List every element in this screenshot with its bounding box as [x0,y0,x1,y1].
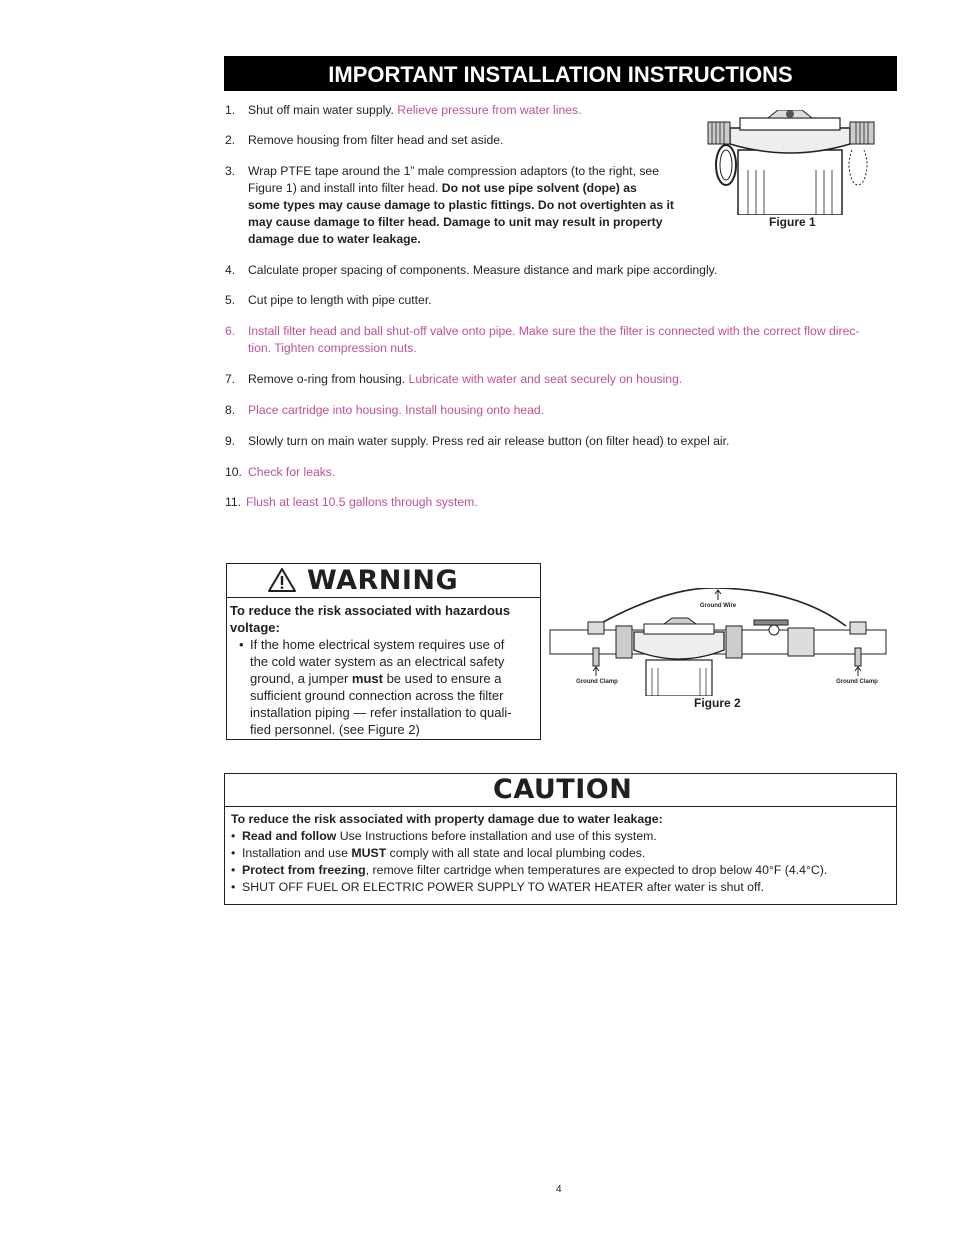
step-text [248,102,582,119]
text-run: Cut pipe to length with pipe cutter. [248,293,432,307]
warning-triangle-icon [267,567,297,593]
caution-header [225,774,896,807]
warning-line [250,670,537,687]
text-run: Wrap PTFE tape around the 1” male compression adaptors (to the right, see [248,164,659,178]
page-number: 4 [556,1184,562,1195]
warning-box [226,563,541,740]
text-run: be used to ensure a [382,671,502,686]
text-run: must [351,671,383,686]
text-run: Calculate proper spacing of components. Measure distance and mark pipe accordingly. [248,263,718,277]
step-text [248,402,544,419]
text-run: Place cartridge into housing. Install housing onto head. [248,403,545,417]
step-text [248,262,717,279]
text-run: Protect from freezing [242,863,366,877]
bullet-icon: • [231,880,236,894]
text-run: damage due to water leakage. [248,232,421,246]
text-run: If the home electrical system requires use of [250,637,505,652]
step-number: 4. [225,263,236,277]
text-run: installation piping — refer installation to quali- [250,705,512,720]
text-run: SHUT OFF FUEL OR ELECTRIC POWER SUPPLY TO WATER HEATER after water is shut off. [242,880,765,894]
warning-line [250,704,537,721]
step-text [246,494,478,511]
warning-bullet: • If the home electrical system requires use of the cold water system as an electrical safety ground, a jumper must be used to ensure a sufficient ground connection across the filter installation piping — refer installation to quali- fied personnel. (see Figure 2) [230,636,537,738]
caution-bullet [231,845,890,862]
text-run: Check for leaks. [248,465,336,479]
ground-clamp-left-label: Ground Clamp [576,679,618,685]
text-run: some types may cause damage to plastic fittings. Do not overtighten as it [248,198,674,212]
bullet-icon: • [231,846,236,860]
caution-bullet [231,862,890,879]
text-run: may cause damage to filter head. Damage to unit may result in property [248,215,663,229]
bullet-icon: • [231,863,236,877]
text-run: Slowly turn on main water supply. Press red air release button (on filter head) to expel air. [248,434,730,448]
text-run: comply with all state and local plumbing codes. [386,846,646,860]
text-run: ground, a jumper [250,671,352,686]
step-text [248,323,860,357]
step-number: 2. [225,133,236,147]
step-text [248,292,432,309]
step-number: 9. [225,434,236,448]
step-number: 5. [225,293,236,307]
caution-bullet [231,879,890,896]
step-number: 8. [225,403,236,417]
step-line [248,340,860,357]
step-number: 7. [225,372,236,386]
page-title: IMPORTANT INSTALLATION INSTRUCTIONS [224,56,897,91]
step-text [248,371,682,388]
step-number: 6. [225,324,236,338]
warning-line [250,721,537,738]
text-run: the cold water system as an electrical safety [250,654,505,669]
text-run: Install filter head and ball shut-off valve onto pipe. Make sure the the filter is connected with the correct flow direc- [248,324,860,338]
step-text [248,163,674,248]
text-run: Use Instructions before installation and use of this system. [336,829,657,843]
figure-1-illustration [700,110,880,215]
step-line [248,231,674,248]
text-run: Remove housing from filter head and set aside. [248,133,504,147]
warning-line [250,653,537,670]
step-text [248,132,503,149]
bullet-icon: • [231,829,236,843]
step-number: 10. [225,465,242,479]
step-line [248,197,674,214]
step-number: 11. [225,495,242,509]
warning-line [250,636,537,653]
text-run: Do not use pipe solvent (dope) as [441,181,637,195]
step-line [248,214,674,231]
figure-1-caption: Figure 1 [769,215,816,229]
text-run: Read and follow [242,829,337,843]
caution-lead: To reduce the risk associated with property damage due to water leakage: [231,812,663,826]
step-number: 1. [225,103,236,117]
step-line [248,323,860,340]
text-run: Shut off main water supply. [248,103,398,117]
text-run: tion. Tighten compression nuts. [248,341,417,355]
text-run: sufficient ground connection across the filter [250,688,504,703]
warning-header [227,564,540,598]
text-run: Flush at least 10.5 gallons through system. [246,495,478,509]
caution-bullet [231,828,890,845]
text-run: , remove filter cartridge when temperatures are expected to drop below 40°F (4.4°C). [365,863,828,877]
warning-line [250,687,537,704]
caution-box [224,773,897,905]
step-number: 3. [225,164,236,178]
warning-lead: To reduce the risk associated with hazardous voltage: [230,603,511,635]
text-run: Lubricate with water and seat securely on housing. [408,372,683,386]
step-line [248,180,674,197]
step-text [248,433,729,450]
figure-2-illustration [548,588,888,696]
ground-wire-label: Ground Wire [699,603,737,609]
step-text [248,464,335,481]
caution-title: CAUTION [493,774,633,805]
text-run: Relieve pressure from water lines. [397,103,582,117]
text-run: fied personnel. (see Figure 2) [250,722,420,737]
figure-2-caption: Figure 2 [694,696,741,710]
text-run: Installation and use [242,846,352,860]
warning-title: WARNING [307,565,459,596]
text-run: Remove o-ring from housing. [248,372,409,386]
text-run: Figure 1) and install into filter head. [248,181,442,195]
ground-clamp-right-label: Ground Clamp [836,679,878,685]
step-line [248,163,674,180]
text-run: MUST [351,846,387,860]
